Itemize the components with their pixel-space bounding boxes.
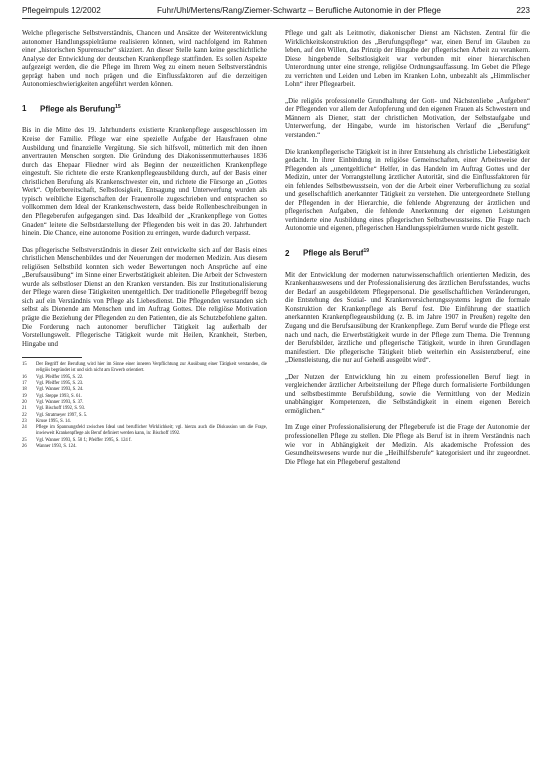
section-heading-2 bbox=[285, 248, 530, 258]
footnote: 25 Vgl. Wanner 1993, S. 50 f.; Pfeiffer 1995, S. 124 f. bbox=[22, 437, 132, 443]
footnote-ref: 19 bbox=[363, 248, 370, 255]
footnote-divider bbox=[22, 357, 82, 358]
footnote: 16 Vgl. Pfeiffer 1995, S. 22. bbox=[22, 374, 84, 380]
footnote: 19 Vgl. Steppe 1993, S. 61. bbox=[22, 393, 82, 399]
section-title: Pflege als Beruf bbox=[303, 248, 364, 258]
section-number: 1 bbox=[22, 104, 27, 114]
footnotes bbox=[22, 362, 267, 450]
body-paragraph: Pflege und galt als Leitmotiv, diakonischer Dienst am Nächsten. Zentral für die Wirklichkeitskonstruktion des „Berufungspflege“ war, einen Beruf im Glauben zu leben, auf den Willen, das Prinzip der Hingabe der pflegerischen Arbeit zu verankern. Diese hingebende Selbstlosigkeit war verbunden mit einer hierarchischen Unterordnung unter eine strenge, religiöse Ordnungsauffassung. Im Gebet die Pflege zu verrichten und Leiden und Leben im Kranken Lohn, unbezahlt als „Himmlischer Lohn“ ihrer Pflegearbeit. bbox=[285, 30, 530, 89]
block-quote: „Die religiös professionelle Grundhaltung der Gott- und Nächstenliebe „Aufgeben“ der Pflegenden vor allem der Aufopferung und den eigenen Frauen als Schwestern und Männern als Diener, statt der christlichen Motivation, der Selbstaufgabe und Unterwerfung, der Hingabe, wurde im historischen Verlauf die „Berufung“ verstanden.“ bbox=[285, 97, 530, 140]
journal-name: Pflegeimpuls 12/2002 bbox=[22, 6, 101, 15]
article-running-title: Fuhr/Uhl/Mertens/Rang/Ziemer-Schwartz – Berufliche Autonomie in der Pflege bbox=[157, 6, 441, 15]
right-column bbox=[285, 30, 530, 475]
footnote: 20 Vgl. Wanner 1993, S. 37. bbox=[22, 399, 84, 405]
intro-paragraph: Welche pflegerische Selbstverständnis, Chancen und Ansätze der Weiterentwicklung autonomer Handlungsspielräume realisieren können, wird nachfolgend im Rahmen einer „historischen Spurensuche“ skizziert. An dieser Stelle kann keine geschichtliche Analyse der Entwicklung der deutschen Krankenpflege stattfinden. Es sollen Aspekte aufgezeigt werden, die die Pflege im Ihrem Weg zu einem neuen Selbstverständnis geprägt haben und noch prägen und die Einflussfaktoren auf die derzeitigen Autonomieschwierigkeiten angeführt werden können. bbox=[22, 30, 267, 89]
footnote: 18 Vgl. Wanner 1993, S. 24. bbox=[22, 387, 84, 393]
footnote-ref: 15 bbox=[115, 103, 121, 110]
body-paragraph: Mit der Entwicklung der modernen naturwissenschaftlich orientierten Medizin, des Krankenhauswesens und der Professionalisierung des ärztlichen Berufsstandes, wuchs der Bedarf an ausgebildetem Pflegepersonal. Die gesellschaftlichen Veränderungen, die Entstehung des Sozial- und Krankenversicherungssystems legten die formale Konstruktion der Krankenpflege als Beruf fest. Die Einführung der staatlich anerkannten Krankenpflegeausbildung (z. B. im Jahre 1907 in Preußen) regelte den Zugang und die Berufsausübung der Krankenpflege. Zum Beruf wurde die Pflege erst nach und nach, die Erwerbstätigkeit wurde in der Pflege zum Thema. Die Trennung der Berufsbilder, ärztliche und pflegerische Tätigkeit, wurde in ihren Grundlagen manifestiert. Die pflegerische Tätigkeit blieb weiterhin ein Assistenzberuf, eine „Dienstleistung, die nur auf Geheiß ausgeübt wird“. bbox=[285, 271, 530, 365]
body-paragraph: Die krankenpflegerische Tätigkeit ist in ihrer Entstehung als christliche Liebestätigkeit gedacht. In ihrer Einbindung in religiöse Gemeinschaften, einer Arbeitsweise der Pflegenden als „unentgeltliche“ Helfer, in das Handeln im Auftrag Gottes und der Medizin, unter der Vorrangstellung ärztlicher Autorität, sind die Einflussfaktoren für ein fehlendes Selbstbewusstsein, von der die Arbeit einer Verberuflichung zu sozial und gesellschaftlich anerkannter Tätigkeit zu verstehen. Die untergeordnete Stellung der Pflegenden in der Hierarchie, die fehlende Abgrenzung der ärztlichen und pflegerischen Aufgaben, die fehlende Anerkennung der eigenen Leistungen verhinderte eine Ausbildung eines pflegerischen Selbstbewusstseins. Die Frage nach Autonomie und eigenen, pflegerischen Handlungsspielräumen wurde nicht gestellt. bbox=[285, 148, 530, 233]
footnote: 21 Vgl. Bischoff 1992, S. 93. bbox=[22, 406, 86, 412]
footnote: 15 Der Begriff der Berufung wird hier im Sinne einer inneren Verpflichtung zur Ausübung einer Tätigkeit verstanden, die religiös begründet ist und sich nicht am Erwerb orientiert. bbox=[22, 362, 267, 374]
body-paragraph: Bis in die Mitte des 19. Jahrhunderts existierte Krankenpflege ausgeschlossen im Kreise der Familie. Pflege war eine spezielle Aufgabe der Hausfrauen ohne Ausbildung und finanzielle Vergütung. Sie sich hilfsvoll, mütterlich mit den ihnen anvertrauten Menschen sorgten. Die Gründung des Diakonissenmutterhauses 1836 durch das Ehepaar Fliedner wird als Beginn der neuzeitlichen Krankenpflege eingestuft. Sie richtete die erste Krankenpflegeausbildung durch, auf der Basis einer christlichen Berufung als Krankenschwester ein, und richtete die Fürsorge an „Gottes Werk“. Opferbereitschaft, Selbstlosigkeit, Entsagung und Unterwerfung wurden als typisch weibliche Eigenschaften der Frauenrolle zugeschrieben und entsprachen so vollkommen dem Ideal der Krankenschwestern, dass beide Rollenbeschreibungen in den Pflegeberufen aufgegangen sind. Das Idealbild der „Krankenpflege von Gottes Gnaden“ leitete die Selbstdarstellung der Pflegenden bis weit in das 20. Jahrhundert hinein. Die Chance, eine autonome Position zu erringen, wurde dadurch verpasst. bbox=[22, 127, 267, 238]
body-paragraph: Im Zuge einer Professionalisierung der Pflegeberufe ist die Frage der Autonomie der professionellen Pflege zu stellen. Die Pflege als Beruf ist in ihrem Verständnis nach wie vor in Abhängigkeit der Medizin. Als akademische Profession des Gesundheitswesens wurde nur die „Heilhilfsberufe“ kategorisiert und ihr zugeordnet. Die Pflege hat ein Pflegeberuf gestaltend bbox=[285, 424, 530, 466]
block-quote: „Der Nutzen der Entwicklung hin zu einem professionellen Beruf liegt in vergleichender ärztlicher Arbeitsteilung der Pflege durch formalisierte Fortbildungen und selbstbestimmte Berufsbildung, sowie die Vermittlung von der Medizin unabhängiger Kompetenzen, die Selbständigkeit in einem eigenen Bereich ermöglichen.“ bbox=[285, 373, 530, 415]
footnote: 23 Kruse 1995, S. 14. bbox=[22, 418, 71, 424]
running-header bbox=[22, 4, 530, 19]
footnote: 26 Wanner 1993, S. 124. bbox=[22, 444, 77, 450]
page-number: 223 bbox=[516, 6, 530, 15]
footnote: 17 Vgl. Pfeiffer 1995, S. 23. bbox=[22, 381, 84, 387]
section-number: 2 bbox=[285, 248, 290, 258]
footnote: 24 Pflege im Spannungsfeld zwischen Ideal und beruflicher Wirklichkeit; vgl. hierzu auch die Diskussion um die Frage, inwieweit Krankenpflege als Beruf definiert werden kann, in: Bischoff 1992. bbox=[22, 425, 267, 437]
left-column bbox=[22, 30, 267, 450]
footnote: 22 Vgl. Stratmeyer 1997, S. 5. bbox=[22, 412, 88, 418]
section-heading-1 bbox=[22, 104, 267, 114]
body-paragraph: Das pflegerische Selbstverständnis in dieser Zeit entwickelte sich auf der Basis eines christlichen Menschenbildes und der Neuerungen der modernen Medizin. Aus diesem religiösen Selbstbild konnten sich weder Bewertungen noch Ansprüche auf eine „Berufsausübung“ im Sinne einer Erwerbstätigkeit ableiten. Die Arbeit der Schwestern wurde als selbstloser Dienst an den Kranken verstanden. Bis zur Institutionalisierung der Pflege waren diese Tätigkeiten unentgeltlich. Der traditionelle Pflegebegriff bezog sich auf ein Verständnis von Pflege als Liebesdienst. Die Pflegenden verstanden sich selbst als Dienende am Menschen und im Auftrag Gottes. Die religiöse Motivation prägte die Beziehung der Pflegenden zu den Patienten, die als Schutzbefohlene galten. Die Forderung nach autonomer beruflicher Tätigkeit lag außerhalb der Vorstellungswelt. Pflegerische Tätigkeit wurde mit Heilen, Krankheit, Sterben, Hingabe und bbox=[22, 246, 267, 348]
section-title: Pflege als Berufung bbox=[40, 104, 116, 114]
